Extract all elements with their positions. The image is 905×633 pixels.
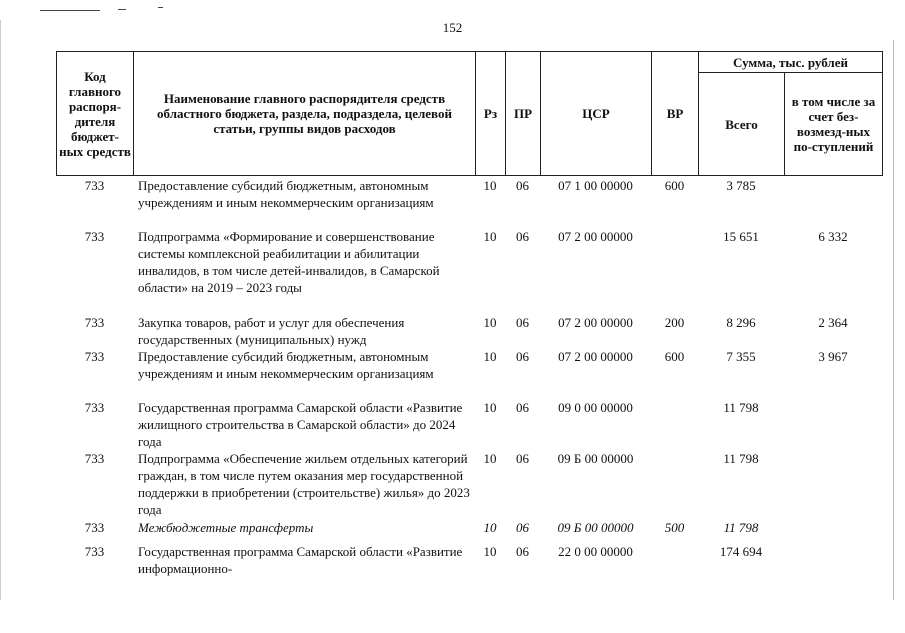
scan-artifact bbox=[893, 40, 894, 600]
header-pr: ПР bbox=[506, 52, 541, 176]
cell-name: Закупка товаров, работ и услуг для обеспечения государственных (муниципальных) нужд bbox=[138, 315, 405, 347]
header-total: Всего bbox=[699, 73, 785, 176]
cell-code: 733 bbox=[84, 229, 105, 244]
cell-name: Подпрограмма «Формирование и совершенствование системы комплексной реабилитации и абилитации инвалидов, в том числе детей-инвалидов, в Самарской области» на 2019 – 2023 годы bbox=[138, 229, 440, 295]
cell-vr: 600 bbox=[664, 349, 685, 364]
cell-pr: 06 bbox=[516, 520, 529, 535]
cell-vr: 600 bbox=[664, 178, 685, 193]
cell-csr: 07 2 00 00000 bbox=[558, 349, 633, 364]
cell-pr: 06 bbox=[516, 178, 529, 193]
cell-csr: 07 2 00 00000 bbox=[558, 229, 633, 244]
cell-csr: 09 Б 00 00000 bbox=[557, 520, 634, 535]
cell-total: 11 798 bbox=[723, 400, 759, 415]
cell-name: Подпрограмма «Обеспечение жильем отдельных категорий граждан, в том числе путем оказания мер государственной поддержки в приобретении (строительстве) жилья» до 2023 года bbox=[138, 451, 470, 517]
cell-vr bbox=[651, 228, 698, 314]
table-body bbox=[56, 177, 882, 583]
cell-rz: 10 bbox=[483, 520, 497, 535]
cell-free bbox=[784, 519, 882, 543]
cell-vr bbox=[651, 450, 698, 519]
cell-name: Предоставление субсидий бюджетным, автономным учреждениям и иным некоммерческим организациям bbox=[138, 178, 434, 210]
cell-total: 174 694 bbox=[719, 544, 763, 559]
cell-total: 8 296 bbox=[726, 315, 756, 330]
cell-free: 6 332 bbox=[818, 229, 848, 244]
table-row bbox=[56, 519, 882, 543]
cell-free bbox=[784, 450, 882, 519]
cell-total: 3 785 bbox=[726, 178, 756, 193]
cell-total: 11 798 bbox=[723, 451, 759, 466]
header-vr: ВР bbox=[652, 52, 699, 176]
cell-csr: 22 0 00 00000 bbox=[558, 544, 633, 559]
table-row bbox=[56, 399, 882, 450]
cell-free bbox=[784, 543, 882, 583]
cell-total: 7 355 bbox=[726, 349, 756, 364]
table-row bbox=[56, 228, 882, 314]
table-row bbox=[56, 450, 882, 519]
table-row bbox=[56, 348, 882, 399]
scan-artifact bbox=[118, 9, 126, 10]
cell-pr: 06 bbox=[516, 315, 529, 330]
cell-code: 733 bbox=[84, 349, 105, 364]
cell-free bbox=[784, 399, 882, 450]
page-number: 152 bbox=[442, 20, 463, 35]
header-free: в том числе за счет без-возмезд-ных по-ступлений bbox=[785, 73, 883, 176]
header-name: Наименование главного распорядителя средств областного бюджета, раздела, подраздела, целевой статьи, группы видов расходов bbox=[134, 52, 476, 176]
cell-name: Государственная программа Самарской области «Развитие информационно- bbox=[138, 544, 463, 576]
header-code: Код главного распоря-дителя бюджет-ных средств bbox=[57, 52, 134, 176]
table-row bbox=[56, 314, 882, 348]
cell-rz: 10 bbox=[483, 451, 497, 466]
cell-total: 15 651 bbox=[723, 229, 759, 244]
cell-code: 733 bbox=[84, 451, 105, 466]
cell-pr: 06 bbox=[516, 349, 529, 364]
cell-csr: 09 0 00 00000 bbox=[558, 400, 633, 415]
table-header bbox=[56, 51, 883, 176]
cell-rz: 10 bbox=[483, 349, 497, 364]
cell-code: 733 bbox=[84, 315, 105, 330]
cell-vr: 500 bbox=[664, 520, 685, 535]
cell-rz: 10 bbox=[483, 544, 497, 559]
cell-csr: 09 Б 00 00000 bbox=[557, 451, 634, 466]
cell-rz: 10 bbox=[483, 229, 497, 244]
cell-pr: 06 bbox=[516, 451, 529, 466]
cell-name: Государственная программа Самарской области «Развитие жилищного строительства в Самарской области» до 2024 года bbox=[138, 400, 463, 449]
scan-artifact bbox=[158, 7, 163, 8]
cell-free: 2 364 bbox=[818, 315, 848, 330]
cell-vr: 200 bbox=[664, 315, 685, 330]
cell-total: 11 798 bbox=[723, 520, 759, 535]
cell-name: Предоставление субсидий бюджетным, автономным учреждениям и иным некоммерческим организациям bbox=[138, 349, 434, 381]
cell-free bbox=[784, 177, 882, 228]
header-sum-group: Сумма, тыс. рублей bbox=[699, 52, 883, 73]
cell-vr bbox=[651, 543, 698, 583]
scan-artifact bbox=[0, 20, 1, 600]
cell-pr: 06 bbox=[516, 544, 529, 559]
cell-pr: 06 bbox=[516, 400, 529, 415]
cell-code: 733 bbox=[84, 178, 105, 193]
cell-csr: 07 2 00 00000 bbox=[558, 315, 633, 330]
table-row bbox=[56, 543, 882, 583]
cell-code: 733 bbox=[84, 544, 105, 559]
cell-csr: 07 1 00 00000 bbox=[558, 178, 633, 193]
cell-rz: 10 bbox=[483, 178, 497, 193]
header-csr: ЦСР bbox=[541, 52, 652, 176]
cell-rz: 10 bbox=[483, 315, 497, 330]
cell-vr bbox=[651, 399, 698, 450]
cell-rz: 10 bbox=[483, 400, 497, 415]
cell-code: 733 bbox=[84, 400, 105, 415]
cell-code: 733 bbox=[84, 520, 105, 535]
header-rz: Рз bbox=[476, 52, 506, 176]
scan-artifact bbox=[40, 10, 100, 11]
table-row bbox=[56, 177, 882, 228]
cell-free: 3 967 bbox=[818, 349, 848, 364]
cell-name: Межбюджетные трансферты bbox=[138, 520, 314, 535]
cell-pr: 06 bbox=[516, 229, 529, 244]
